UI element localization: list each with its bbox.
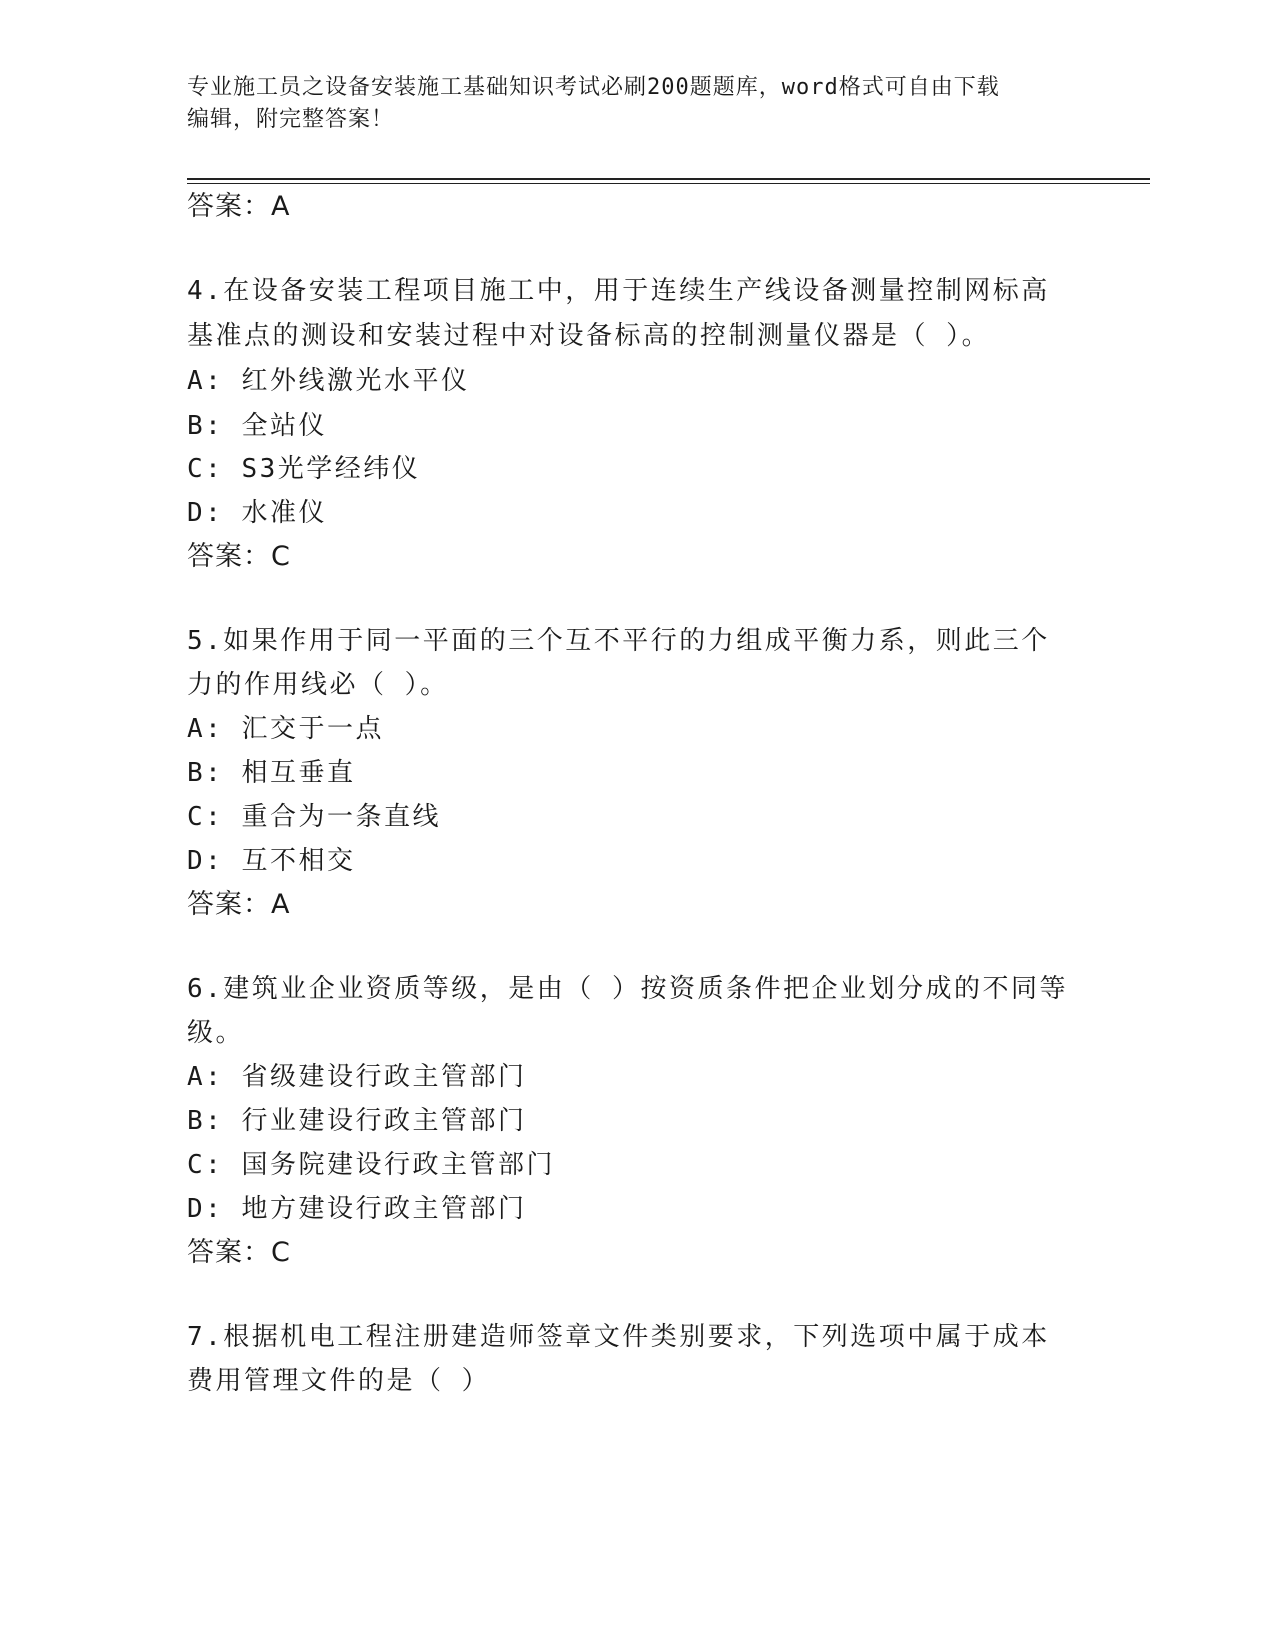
q6-answer: 答案：C xyxy=(187,1237,291,1268)
q6-stem-line-2: 级。 xyxy=(187,1018,245,1048)
q5-option-a: A: 汇交于一点 xyxy=(187,714,384,744)
q6-option-c: C: 国务院建设行政主管部门 xyxy=(187,1150,555,1180)
q6-option-d: D: 地方建设行政主管部门 xyxy=(187,1194,527,1224)
document-header xyxy=(187,72,1067,136)
q4-stem-line-1: 4.在设备安装工程项目施工中，用于连续生产线设备测量控制网标高 xyxy=(187,276,1050,306)
q5-stem-line-1: 5.如果作用于同一平面的三个互不平行的力组成平衡力系，则此三个 xyxy=(187,626,1050,656)
q6-option-a: A: 省级建设行政主管部门 xyxy=(187,1062,527,1092)
header-title-line-2: 编辑，附完整答案！ xyxy=(187,107,395,132)
header-title-line-1: 专业施工员之设备安装施工基础知识考试必刷200题题库，word格式可自由下载 xyxy=(187,75,1000,100)
q6-stem-line-1: 6.建筑业企业资质等级，是由（ ）按资质条件把企业划分成的不同等 xyxy=(187,974,1068,1004)
q5-stem-line-2: 力的作用线必（ ）。 xyxy=(187,670,449,700)
q4-stem-line-2: 基准点的测设和安装过程中对设备标高的控制测量仪器是（ ）。 xyxy=(187,321,991,351)
q4-option-b: B: 全站仪 xyxy=(187,411,327,441)
q6-option-b: B: 行业建设行政主管部门 xyxy=(187,1106,527,1136)
q5-option-b: B: 相互垂直 xyxy=(187,758,356,788)
q5-answer: 答案：A xyxy=(187,889,291,920)
q5-option-c: C: 重合为一条直线 xyxy=(187,802,441,832)
q7-stem-line-1: 7.根据机电工程注册建造师签章文件类别要求，下列选项中属于成本 xyxy=(187,1322,1050,1352)
q4-option-d: D: 水准仪 xyxy=(187,498,327,528)
q4-option-c: C: S3光学经纬仪 xyxy=(187,454,421,484)
header-divider xyxy=(187,178,1150,180)
q5-option-d: D: 互不相交 xyxy=(187,846,356,876)
q7-stem-line-2: 费用管理文件的是（ ） xyxy=(187,1366,491,1396)
q4-answer: 答案：C xyxy=(187,541,291,572)
header-divider-thin xyxy=(187,183,1150,184)
q3-answer: 答案：A xyxy=(187,191,291,222)
q4-option-a: A: 红外线激光水平仪 xyxy=(187,366,470,396)
